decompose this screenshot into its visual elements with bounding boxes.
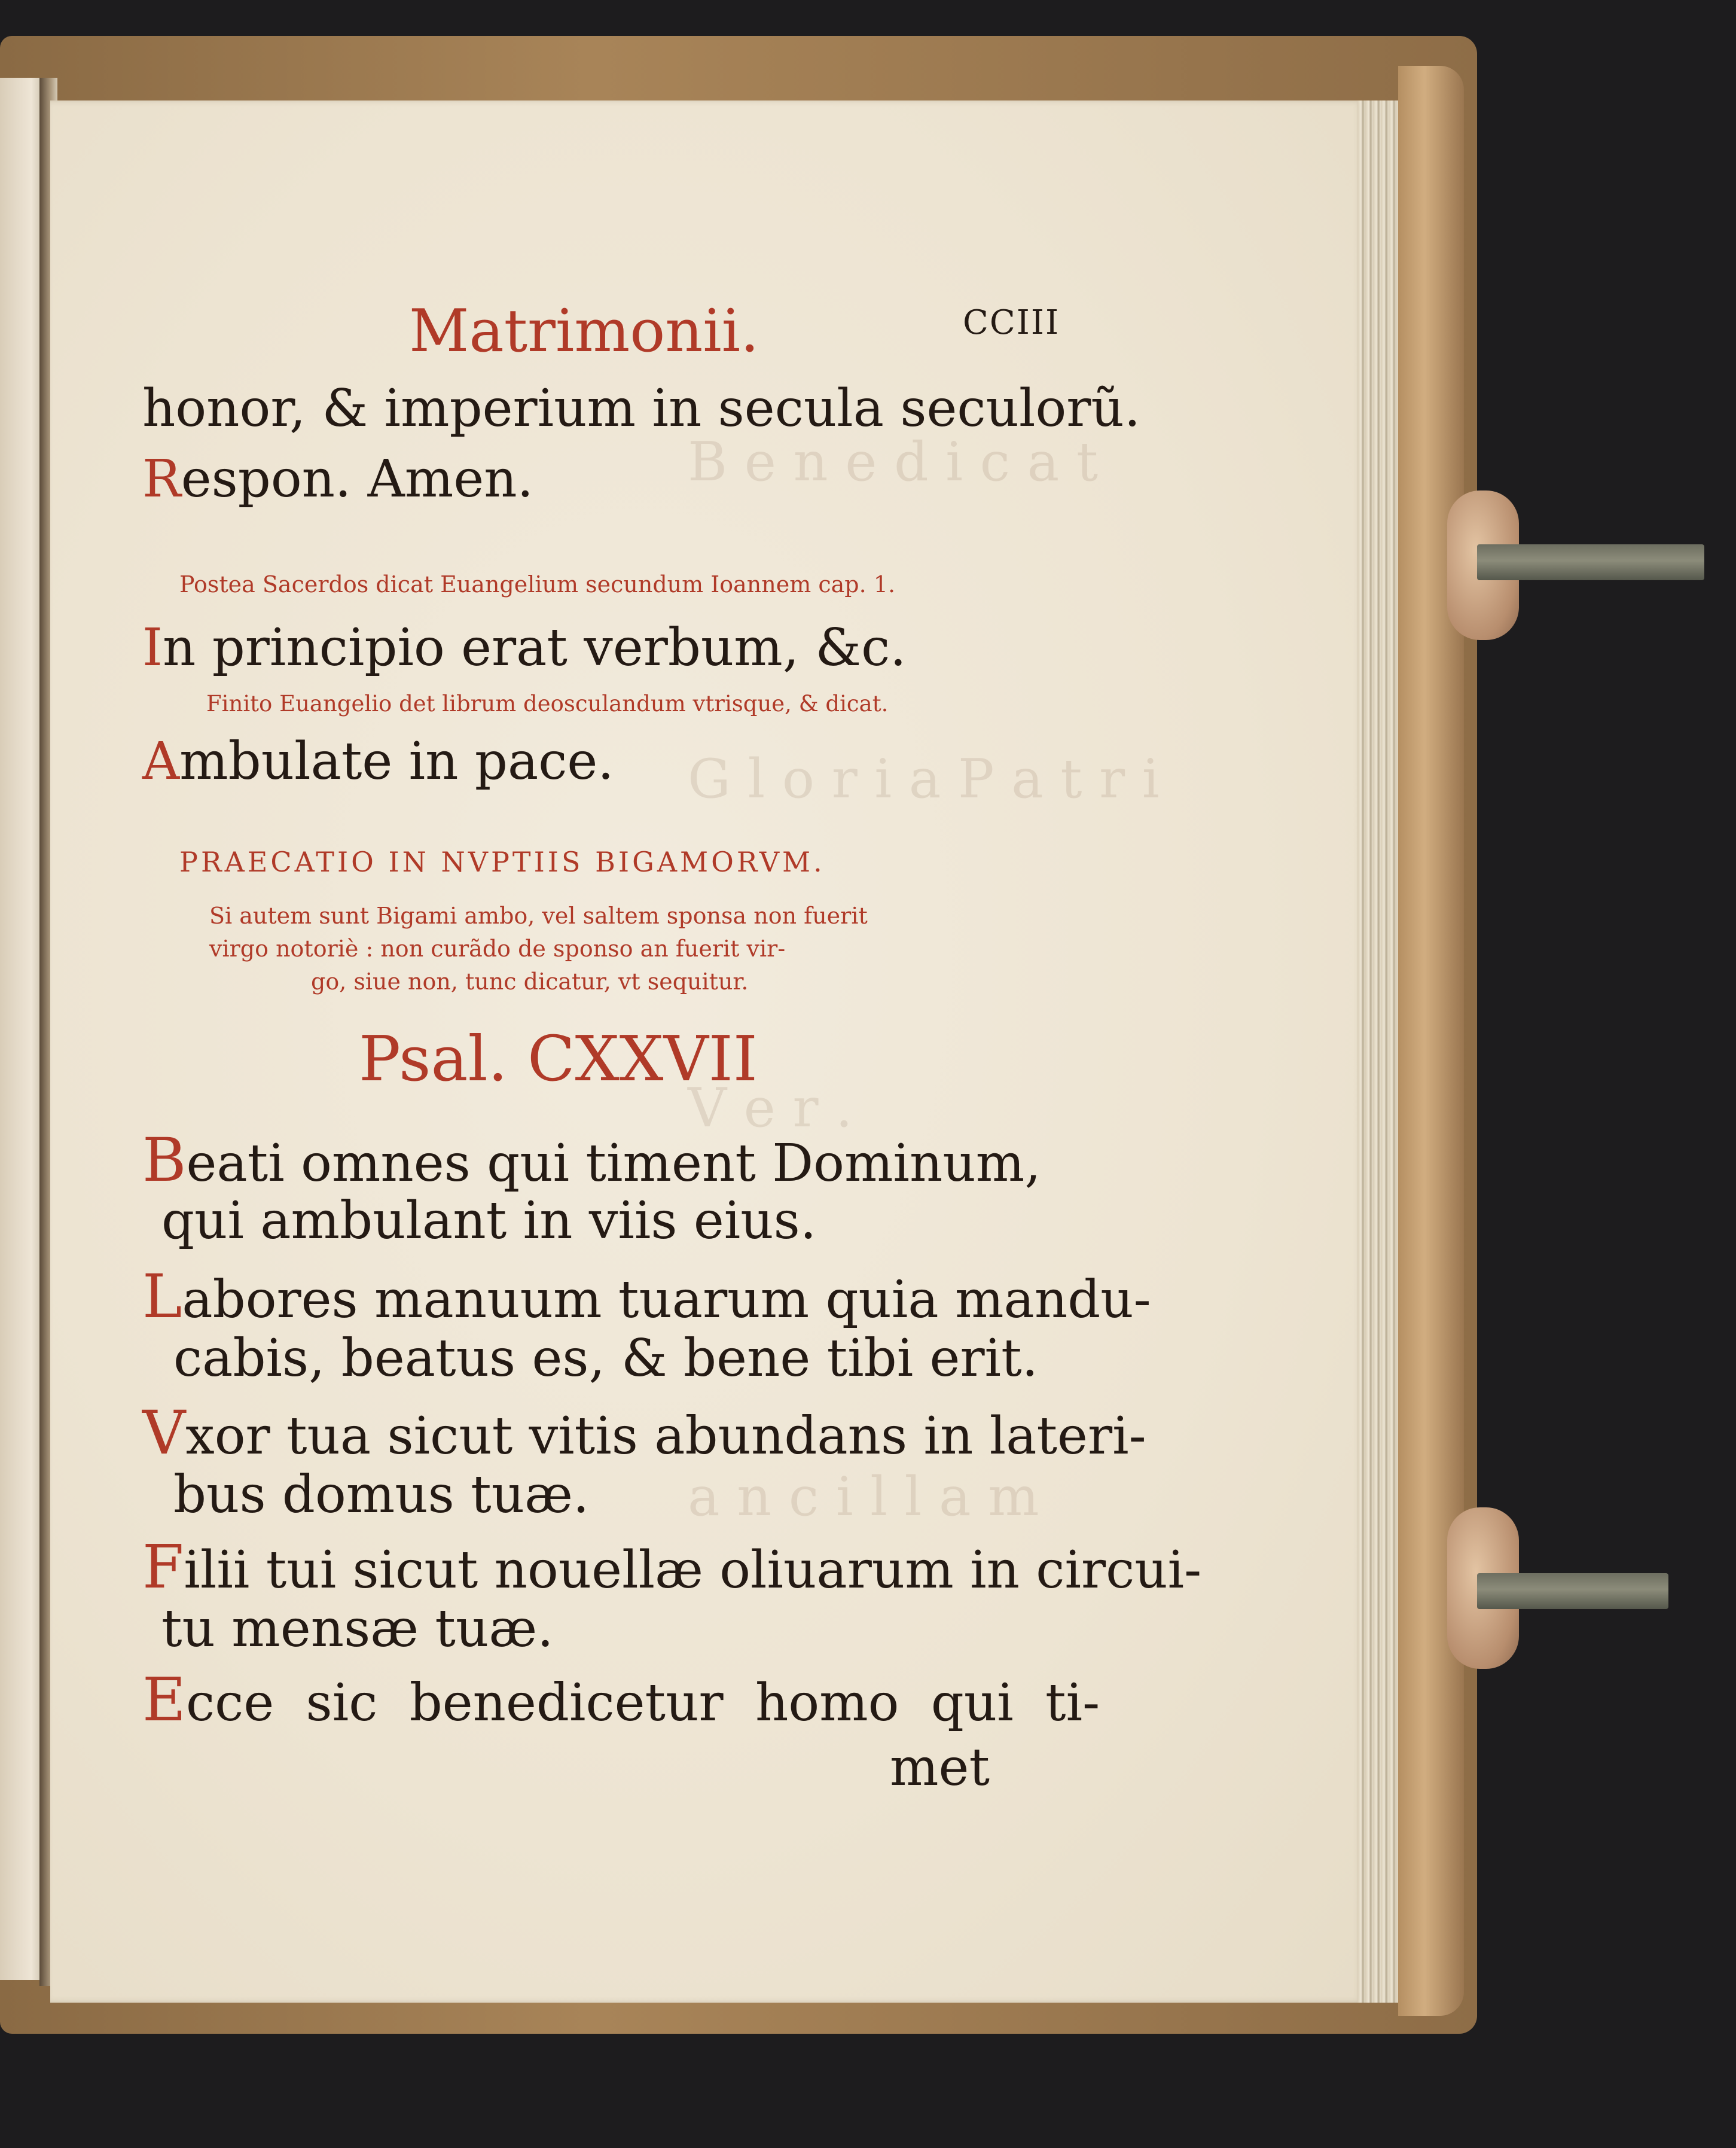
rubric-initial: E (142, 1665, 186, 1735)
verse-line: tu mensæ tuæ. (161, 1599, 554, 1659)
running-head: Matrimonii. (409, 297, 759, 365)
verse-line: Vxor tua sicut vitis abundans in lateri- (142, 1398, 1146, 1468)
clasp-strap-upper (1477, 544, 1704, 580)
rubric-line: Postea Sacerdos dicat Euangelium secundum Ioannem cap. 1. (179, 571, 896, 598)
rubric-block-line: Si autem sunt Bigami ambo, vel saltem sponsa non fuerit (209, 903, 868, 929)
verse-line: Filii tui sicut nouellæ oliuarum in circui- (142, 1532, 1202, 1602)
rubric-initial: A (142, 732, 180, 791)
text-line: n principio erat verbum, &c. (162, 618, 907, 678)
text-line: mbulate in pace. (179, 732, 614, 791)
clasp-strap-lower (1477, 1573, 1668, 1609)
rubric-initial: B (142, 1125, 187, 1195)
rubric-line: Finito Euangelio det librum deosculandum vtrisque, & dicat. (206, 691, 889, 717)
dismissal-line (142, 732, 614, 791)
rubric-initial: V (142, 1398, 186, 1468)
verse-line: Ecce sic benedicetur homo qui ti- (142, 1665, 1100, 1735)
show-through-text: V e r . (688, 1077, 853, 1139)
verse-line: qui ambulant in viis eius. (161, 1191, 817, 1251)
folio-number: CCIII (963, 303, 1060, 342)
binding-fore-edge (1398, 66, 1464, 2016)
rubric-initial: I (142, 618, 163, 678)
show-through-text: G l o r i a P a t r i (688, 748, 1160, 811)
rubric-initial: R (142, 449, 181, 509)
verse-line: cabis, beatus es, & bene tibi erit. (173, 1329, 1038, 1388)
verse-line: Beati omnes qui timent Dominum, (142, 1125, 1041, 1195)
section-heading: PRAECATIO IN NVPTIIS BIGAMORVM. (179, 846, 825, 878)
rubric-block-line: virgo notoriè : non curãdo de sponso an fuerit vir- (209, 936, 786, 962)
rubric-block-line: go, siue non, tunc dicatur, vt sequitur. (311, 968, 749, 995)
rubric-initial: L (142, 1262, 182, 1332)
psalm-title: Psal. CXXVII (359, 1022, 758, 1095)
verse-line: Labores manuum tuarum quia mandu- (142, 1262, 1151, 1332)
text-line: espon. Amen. (181, 449, 533, 509)
show-through-text: B e n e d i c a t (688, 431, 1099, 493)
response-line (142, 449, 533, 509)
gospel-line (142, 618, 907, 678)
page-stack-edge (1357, 100, 1398, 2003)
catchword: met (890, 1738, 990, 1797)
verse-line: bus domus tuæ. (173, 1465, 590, 1525)
show-through-text: a n c i l l a m (688, 1465, 1039, 1528)
rubric-initial: F (142, 1532, 184, 1602)
text-line: honor, & imperium in secula seculorũ. (142, 379, 1141, 438)
facing-page-edge (0, 78, 45, 1980)
